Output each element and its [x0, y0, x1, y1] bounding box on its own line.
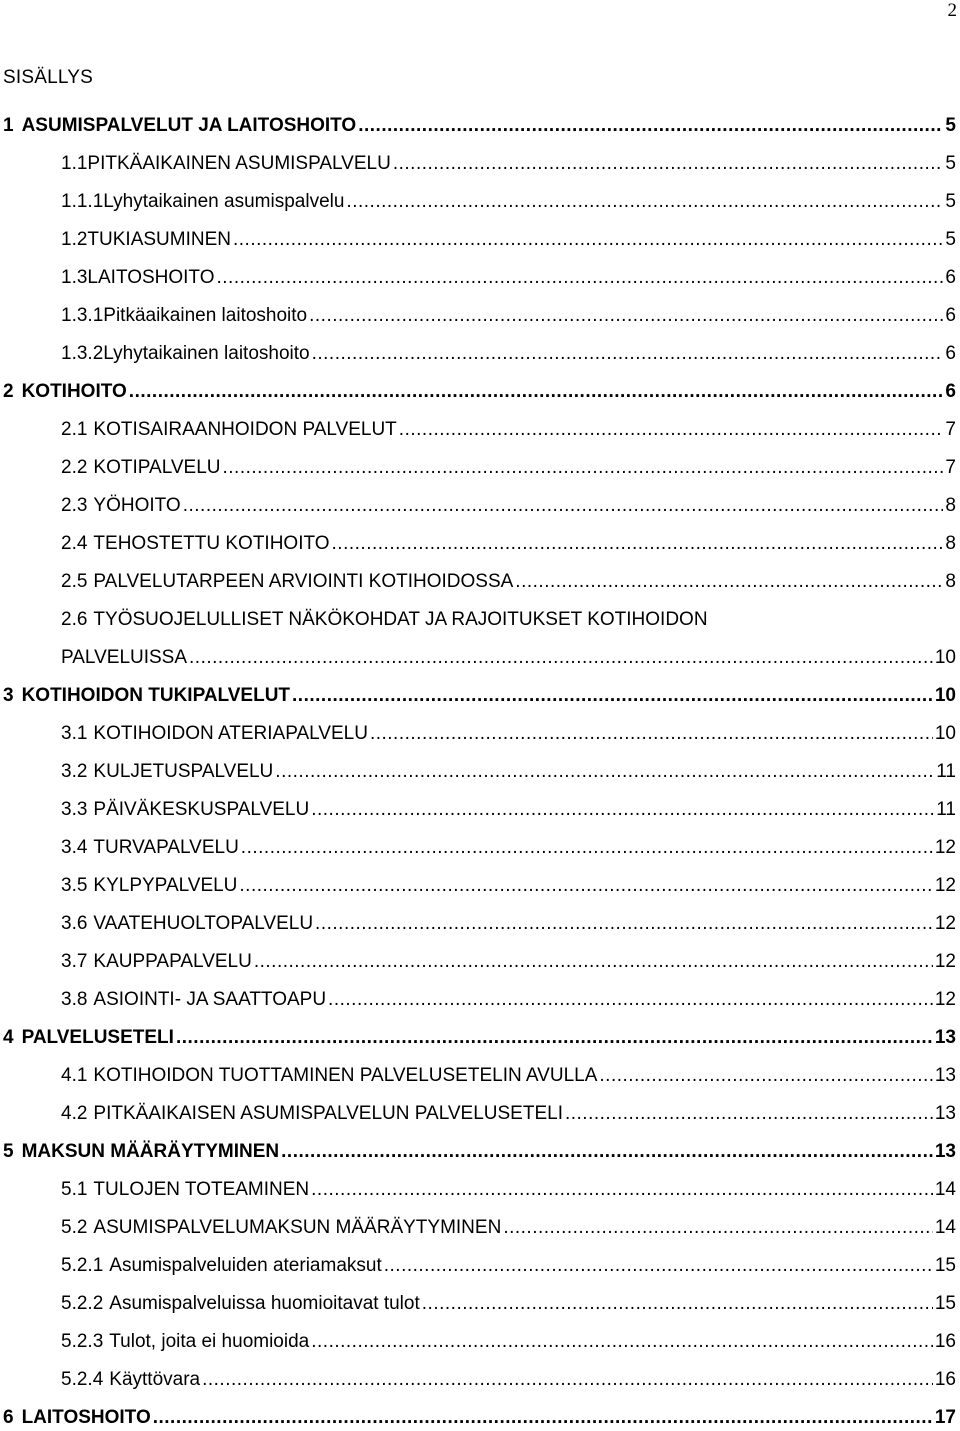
- toc-entry-number: 5.2.2: [61, 1293, 104, 1314]
- page-number: 2: [947, 0, 957, 21]
- toc-entry-page: 6: [945, 381, 956, 402]
- toc-entry[interactable]: [0, 417, 960, 443]
- toc-dot-leader: [503, 1215, 933, 1241]
- toc-entry-title: Asumispalveluiden ateriamaksut: [109, 1255, 382, 1276]
- toc-dot-leader: [281, 1139, 933, 1165]
- toc-entry-title: Asumispalveluissa huomioitavat tulot: [109, 1293, 420, 1314]
- toc-dot-leader: [176, 1025, 933, 1051]
- toc-entry-title: KOTIHOITO: [21, 381, 127, 402]
- toc-entry-page: 5: [945, 115, 956, 136]
- toc-entry-number: 3.1: [61, 723, 88, 744]
- toc-entry-page: 5: [945, 153, 956, 174]
- toc-entry-title: PITKÄAIKAINEN ASUMISPALVELU: [87, 153, 391, 174]
- toc-entry-page: 13: [934, 1103, 956, 1124]
- toc-entry[interactable]: [0, 1329, 960, 1355]
- toc-entry-number: 3.6: [61, 913, 88, 934]
- toc-entry-number: 3.7: [61, 951, 88, 972]
- toc-entry-page: 16: [934, 1331, 956, 1352]
- toc-entry-title: LAITOSHOITO: [87, 267, 215, 288]
- toc-dot-leader: [315, 911, 933, 937]
- toc-entry-page: 8: [945, 533, 956, 554]
- toc-dot-leader: [422, 1291, 933, 1317]
- toc-entry-title: ASUMISPALVELUT JA LAITOSHOITO: [21, 115, 357, 136]
- toc-dot-leader: [370, 721, 933, 747]
- toc-entry-number: 4.1: [61, 1065, 88, 1086]
- toc-entry[interactable]: [0, 189, 960, 215]
- toc-entry-page: 5: [945, 229, 956, 250]
- toc-dot-leader: [399, 417, 944, 443]
- toc-entry-title: KOTIHOIDON TUKIPALVELUT: [21, 685, 291, 706]
- toc-entry[interactable]: [0, 911, 960, 937]
- toc-dot-leader: [311, 1177, 933, 1203]
- toc-entry[interactable]: [0, 493, 960, 519]
- toc-dot-leader: [312, 341, 944, 367]
- toc-dot-leader: [254, 949, 933, 975]
- toc-entry-title: KAUPPAPALVELU: [93, 951, 252, 972]
- toc-entry[interactable]: [0, 379, 960, 405]
- toc-entry[interactable]: [0, 1215, 960, 1241]
- toc-entry-title: ASUMISPALVELUMAKSUN MÄÄRÄYTYMINEN: [93, 1217, 502, 1238]
- toc-entry[interactable]: [0, 1063, 960, 1089]
- toc-entry-title: KOTIHOIDON ATERIAPALVELU: [93, 723, 368, 744]
- toc-dot-leader: [222, 455, 943, 481]
- toc-entry[interactable]: [0, 1101, 960, 1127]
- toc-entry[interactable]: [0, 835, 960, 861]
- toc-entry-page: 12: [934, 837, 956, 858]
- toc-entry[interactable]: [0, 759, 960, 785]
- toc-entry-page: 11: [936, 799, 956, 820]
- toc-entry-number: 3.3: [61, 799, 88, 820]
- toc-dot-leader: [565, 1101, 933, 1127]
- toc-entry-title: MAKSUN MÄÄRÄYTYMINEN: [21, 1141, 280, 1162]
- toc-entry-number: 2.1: [61, 419, 88, 440]
- toc-entry-number: 2.4: [61, 533, 88, 554]
- toc-entry[interactable]: [0, 531, 960, 557]
- toc-entry-title: Pitkäaikainen laitoshoito: [103, 305, 308, 326]
- toc-entry-page: 12: [934, 913, 956, 934]
- toc-entry-page: 5: [945, 191, 956, 212]
- toc-entry-page: 8: [945, 495, 956, 516]
- toc-entry[interactable]: [0, 987, 960, 1013]
- toc-entry-title: TEHOSTETTU KOTIHOITO: [93, 533, 330, 554]
- toc-entry-number: 5.2.1: [61, 1255, 104, 1276]
- toc-entry-number: 5.2: [61, 1217, 88, 1238]
- toc-entry-number: 1.1: [61, 153, 88, 174]
- toc-entry-page: 7: [945, 419, 956, 440]
- toc-dot-leader: [393, 151, 944, 177]
- toc-entry-page: 12: [934, 989, 956, 1010]
- toc-entry-number: 5.2.4: [61, 1369, 104, 1390]
- toc-entry-number: 3.5: [61, 875, 88, 896]
- toc-entry-number: 5.1: [61, 1179, 88, 1200]
- toc-entry-number: 1: [3, 115, 14, 136]
- toc-entry-page: 6: [945, 343, 956, 364]
- toc-entry-title: KOTIHOIDON TUOTTAMINEN PALVELUSETELIN AVULLA: [93, 1065, 598, 1086]
- toc-dot-leader: [346, 189, 943, 215]
- toc-entry-page: 14: [934, 1217, 956, 1238]
- toc-entry[interactable]: [0, 151, 960, 177]
- toc-dot-leader: [292, 683, 933, 709]
- toc-dot-leader: [311, 1329, 933, 1355]
- toc-entry[interactable]: [0, 569, 960, 595]
- toc-dot-leader: [275, 759, 934, 785]
- toc-entry-page: 13: [934, 1065, 956, 1086]
- toc-entry-title: KULJETUSPALVELU: [93, 761, 274, 782]
- toc-entry-number: 2.2: [61, 457, 88, 478]
- toc-entry-page: 6: [945, 267, 956, 288]
- toc-entry[interactable]: [0, 645, 960, 671]
- toc-entry[interactable]: [0, 1139, 960, 1165]
- toc-entry-number: 4: [3, 1027, 14, 1048]
- toc-entry-page: 15: [934, 1255, 956, 1276]
- toc-entry-page: 10: [934, 723, 956, 744]
- toc-entry[interactable]: [0, 873, 960, 899]
- toc-entry-page: 13: [934, 1141, 956, 1162]
- toc-entry-number: 1.3.2: [61, 343, 104, 364]
- toc-dot-leader: [599, 1063, 932, 1089]
- toc-entry-number: 2.3: [61, 495, 88, 516]
- toc-entry-page: 8: [945, 571, 956, 592]
- toc-entry[interactable]: [0, 949, 960, 975]
- toc-entry-number: 1.2: [61, 229, 88, 250]
- toc-dot-leader: [129, 379, 944, 405]
- toc-entry-title: PÄIVÄKESKUSPALVELU: [93, 799, 310, 820]
- toc-entry-page: 10: [934, 647, 956, 668]
- toc-entry[interactable]: [0, 455, 960, 481]
- toc-dot-leader: [202, 1367, 933, 1393]
- toc-entry-page: 16: [934, 1369, 956, 1390]
- toc-entry-line1[interactable]: [0, 607, 960, 633]
- toc-entry-number: 4.2: [61, 1103, 88, 1124]
- toc-dot-leader: [515, 569, 943, 595]
- toc-entry-title: PALVELUSETELI: [21, 1027, 174, 1048]
- toc-entry-title: Lyhytaikainen laitoshoito: [103, 343, 310, 364]
- toc-entry-number: 6: [3, 1407, 14, 1428]
- toc-entry[interactable]: [0, 1025, 960, 1051]
- toc-entry-title: KYLPYPALVELU: [93, 875, 238, 896]
- toc-entry-title: KOTISAIRAANHOIDON PALVELUT: [93, 419, 397, 440]
- toc-entry-page: 10: [934, 685, 956, 706]
- toc-entry-number: 5: [3, 1141, 14, 1162]
- toc-entry-title: PALVELUISSA: [61, 647, 188, 668]
- toc-entry[interactable]: [0, 1253, 960, 1279]
- toc-dot-leader: [183, 493, 944, 519]
- toc-entry-title: Tulot, joita ei huomioida: [109, 1331, 310, 1352]
- toc-entry-page: 15: [934, 1293, 956, 1314]
- toc-dot-leader: [153, 1405, 933, 1431]
- toc-entry-number: 2.6: [61, 609, 88, 630]
- toc-entry-title: KOTIPALVELU: [93, 457, 221, 478]
- toc-entry[interactable]: [0, 303, 960, 329]
- toc-entry[interactable]: [0, 797, 960, 823]
- toc-dot-leader: [216, 265, 943, 291]
- toc-entry-number: 5.2.3: [61, 1331, 104, 1352]
- toc-entry-page: 14: [934, 1179, 956, 1200]
- toc-entry-page: 13: [934, 1027, 956, 1048]
- toc-entry-page: 7: [945, 457, 956, 478]
- toc-dot-leader: [241, 835, 933, 861]
- toc-entry-page: 12: [934, 875, 956, 896]
- toc-entry[interactable]: [0, 341, 960, 367]
- toc-entry[interactable]: [0, 1177, 960, 1203]
- toc-entry[interactable]: [0, 1291, 960, 1317]
- toc-entry-title: TURVAPALVELU: [93, 837, 239, 858]
- toc-dot-leader: [189, 645, 933, 671]
- toc-entry-number: 2.5: [61, 571, 88, 592]
- toc-entry[interactable]: [0, 265, 960, 291]
- toc-entry-number: 1.3.1: [61, 305, 104, 326]
- toc-entry-title: ASIOINTI- JA SAATTOAPU: [93, 989, 327, 1010]
- toc-entry-title: Lyhytaikainen asumispalvelu: [103, 191, 345, 212]
- toc-dot-leader: [233, 227, 943, 253]
- toc-entry[interactable]: [0, 227, 960, 253]
- toc-entry[interactable]: [0, 113, 960, 139]
- toc-dot-leader: [328, 987, 933, 1013]
- toc-entry-title-line1: TYÖSUOJELULLISET NÄKÖKOHDAT JA RAJOITUKSET KOTIHOIDON: [93, 609, 708, 630]
- toc-entry-number: 3.8: [61, 989, 88, 1010]
- toc-dot-leader: [358, 113, 943, 139]
- toc-entry[interactable]: [0, 683, 960, 709]
- toc-entry-title: VAATEHUOLTOPALVELU: [93, 913, 314, 934]
- toc-dot-leader: [384, 1253, 933, 1279]
- toc-dot-leader: [239, 873, 932, 899]
- toc-entry-title: TUKIASUMINEN: [87, 229, 231, 250]
- toc-entry-page: 11: [936, 761, 956, 782]
- toc-entry-title: LAITOSHOITO: [21, 1407, 151, 1428]
- toc-entry-page: 6: [945, 305, 956, 326]
- toc-entry-number: 3.2: [61, 761, 88, 782]
- toc-entry[interactable]: [0, 1367, 960, 1393]
- toc-entry-number: 1.3: [61, 267, 88, 288]
- toc-entry-number: 2: [3, 381, 14, 402]
- toc-entry-title: TULOJEN TOTEAMINEN: [93, 1179, 310, 1200]
- toc-entry-title: PALVELUTARPEEN ARVIOINTI KOTIHOIDOSSA: [93, 571, 514, 592]
- toc-entry-number: 3: [3, 685, 14, 706]
- toc-dot-leader: [332, 531, 944, 557]
- toc-entry-page: 12: [934, 951, 956, 972]
- toc-entry-title: Käyttövara: [109, 1369, 201, 1390]
- toc-dot-leader: [309, 303, 943, 329]
- toc-entry-number: 3.4: [61, 837, 88, 858]
- toc-entry-title: PITKÄAIKAISEN ASUMISPALVELUN PALVELUSETELI: [93, 1103, 563, 1124]
- toc-entry-number: 1.1.1: [61, 191, 104, 212]
- toc-heading: SISÄLLYS: [3, 67, 93, 88]
- toc-entry-title: YÖHOITO: [93, 495, 181, 516]
- toc-dot-leader: [311, 797, 934, 823]
- toc-entry-page: 17: [934, 1407, 956, 1428]
- toc-entry[interactable]: [0, 721, 960, 747]
- toc-entry[interactable]: [0, 1405, 960, 1431]
